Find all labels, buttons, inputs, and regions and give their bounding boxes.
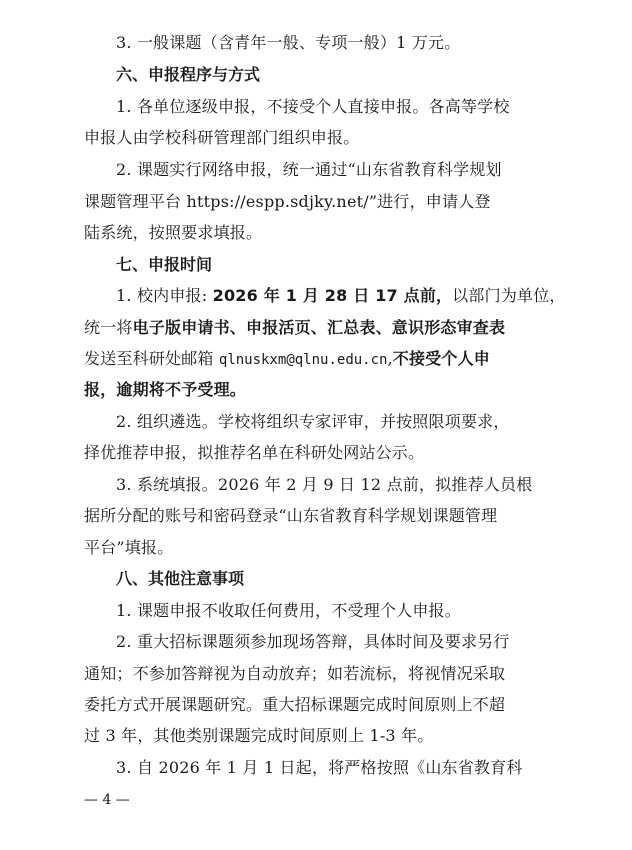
paragraph-7-1-line-2 (84, 313, 548, 343)
paragraph-7-2-line-1: 2. 组织遴选。学校将组织专家评审，并按照限项要求， (116, 412, 510, 431)
paragraph-7-3-line-2: 据所分配的账号和密码登录“山东省教育科学规划课题管理 (84, 506, 498, 525)
deadline-comma: ， (436, 286, 453, 305)
paragraph-funding-general: 3. 一般课题（含青年一般、专项一般）1 万元。 (116, 33, 461, 52)
paragraph-6-2-line-2: 课题管理平台 https://espp.sdjky.net/”进行，申请人登 (84, 192, 491, 211)
heading-section-6: 六、申报程序与方式 (116, 65, 261, 84)
paragraph-6-2-line-3: 陆系统，按照要求填报。 (84, 223, 263, 242)
punctuation: , (387, 349, 393, 368)
paragraph-6-1-line-1: 1. 各单位逐级申报，不接受个人直接申报。各高等学校 (116, 97, 510, 116)
paragraph-8-2-line-4: 过 3 年，其他类别课题完成时间原则上 1-3 年。 (84, 726, 434, 745)
paragraph-7-1-line-1 (84, 281, 580, 311)
email-address: qlnuskxm@qlnu.edu.cn (218, 352, 388, 368)
paragraph-8-2-line-3: 委托方式开展课题研究。重大招标课题完成时间原则上不超 (84, 695, 506, 714)
paragraph-7-1-line-4: 报，逾期将不予受理。 (84, 380, 247, 399)
materials-list: 电子版申请书、申报活页、汇总表、意识形态审查表 (132, 318, 506, 337)
text-segment: 发送至科研处邮箱 (84, 349, 219, 368)
heading-section-8: 八、其他注意事项 (116, 569, 245, 588)
paragraph-6-1-line-2: 申报人由学校科研管理部门组织申报。 (84, 128, 360, 147)
text-segment: 统一将 (84, 318, 133, 337)
paragraph-8-2-line-1: 2. 重大招标课题须参加现场答辩，具体时间及要求另行 (116, 632, 510, 651)
heading-section-7: 七、申报时间 (116, 255, 213, 274)
paragraph-8-3-line-1: 3. 自 2026 年 1 月 1 日起，将严格按照《山东省教育科 (116, 758, 523, 777)
paragraph-8-2-line-2: 通知；不参加答辩视为自动放弃；如若流标，将视情况采取 (84, 664, 506, 683)
paragraph-7-2-line-2: 择优推荐申报，拟推荐名单在科研处网站公示。 (84, 443, 425, 462)
paragraph-7-1-line-3 (84, 344, 548, 375)
deadline-text: 2026 年 1 月 28 日 17 点前 (212, 286, 437, 305)
paragraph-6-2-line-1: 2. 课题实行网络申报，统一通过“山东省教育科学规划 (116, 160, 502, 179)
paragraph-7-3-line-1: 3. 系统填报。2026 年 2 月 9 日 12 点前，拟推荐人员根 (116, 475, 533, 494)
page-number: — 4 — (84, 792, 130, 808)
paragraph-8-1: 1. 课题申报不收取任何费用，不受理个人申报。 (116, 601, 461, 620)
paragraph-7-3-line-3: 平台”填报。 (84, 538, 174, 557)
item-prefix: 1. 校内申报: (116, 286, 213, 305)
item-rest: 以部门为单位， (452, 286, 566, 305)
warning-text: 不接受个人申 (392, 349, 490, 368)
